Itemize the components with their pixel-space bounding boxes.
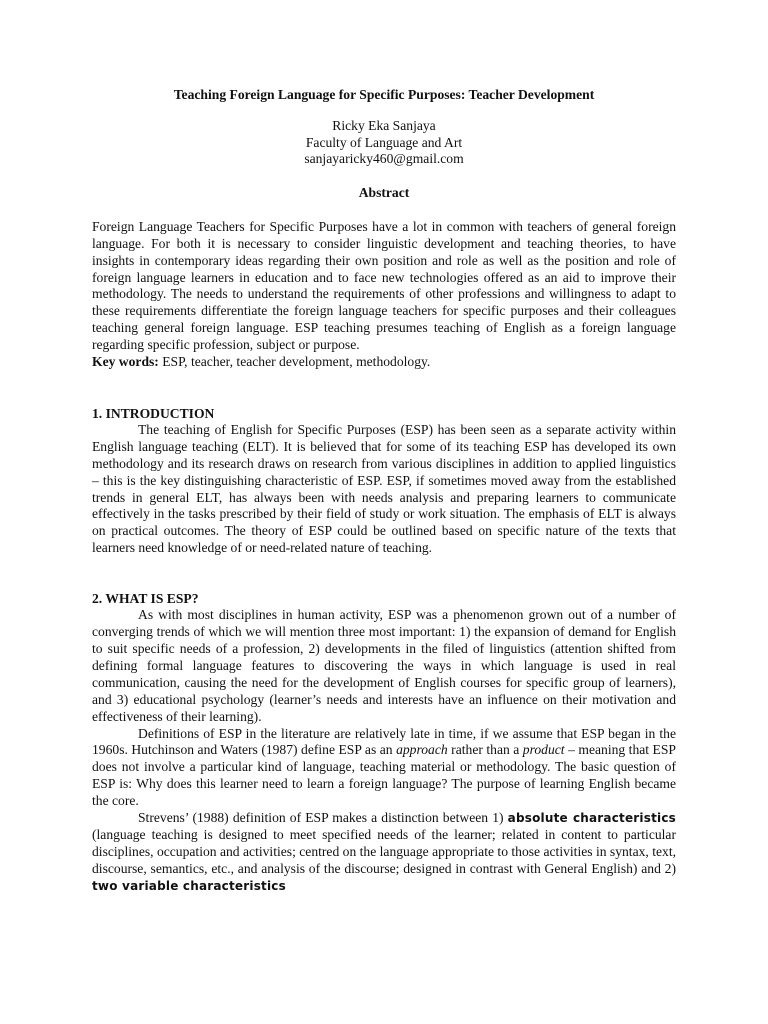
p3-absolute-characteristics: absolute characteristics: [507, 811, 676, 826]
p2-text-b: rather than a: [447, 742, 523, 758]
author-faculty: Faculty of Language and Art: [305, 134, 463, 150]
keywords-value: ESP, teacher, teacher development, methodology.: [158, 354, 431, 370]
text-column: [92, 86, 676, 895]
keywords-label: Key words:: [92, 354, 159, 370]
p2-approach: approach: [396, 742, 448, 758]
author-name: Ricky Eka Sanjaya: [332, 118, 436, 133]
esp-paragraph-1: As with most disciplines in human activity, ESP was a phenomenon grown out of a number of converging trends of which we will mention three most important: 1) the expansion of demand for English to suit specific needs of a profession, 2) developments in the filed of linguistics (attention shifted from defining formal language features to discovering the ways in which language is used in real communication, causing the need for the development of English courses for specific group of learners), and 3) educational psychology (learner’s needs and interests have an influence on their motivation and effectiveness of their learning).: [92, 607, 676, 724]
p3-variable-characteristics: two variable characteristics: [92, 878, 286, 893]
esp-paragraph-3: [92, 810, 676, 895]
paper-title: Teaching Foreign Language for Specific Purposes: Teacher Development: [173, 87, 595, 102]
abstract-text: Foreign Language Teachers for Specific Purposes have a lot in common with teachers of general foreign language. For both it is necessary to consider linguistic development and teaching theories, to have insights in contemporary ideas regarding their own position and role as well as the position and role of foreign language learners in education and to face new technologies offered as an aid to improve their methodology. The needs to understand the requirements of other professions and willingness to adapt to these requirements differentiate the foreign language teachers for specific purposes and their colleagues teaching general foreign language. ESP teaching presumes teaching of English as a foreign language regarding specific profession, subject or purpose.: [92, 218, 676, 353]
esp-paragraph-2: [92, 726, 676, 811]
section-heading-what-is-esp: 2. WHAT IS ESP?: [92, 591, 199, 607]
author-email: sanjayaricky460@gmail.com: [304, 151, 464, 167]
keywords-line: [92, 354, 676, 371]
introduction-paragraph: The teaching of English for Specific Purposes (ESP) has been seen as a separate activity within English language teaching (ELT). It is believed that for some of its teaching ESP has developed its own methodology and its research draws on research from various disciplines in addition to applied linguistics – this is the key distinguishing characteristic of ESP. ESP, if sometimes moved away from the established trends in general ELT, has always been with needs analysis and preparing learners to communicate effectively in the tasks prescribed by their field of study or work situation. The emphasis of ELT is always on practical outcomes. The theory of ESP could be outlined based on specific nature of the texts that learners need knowledge of or need-related nature of teaching.: [92, 421, 676, 556]
p3-text-a: Strevens’ (1988) definition of ESP makes a distinction between 1): [138, 810, 508, 826]
p2-product: product: [522, 742, 565, 758]
p2-text-a: Definitions of ESP in the literature are relatively late in time, if we assume that ESP began in the 1960s. Hutchinson and Waters (1987) define ESP as an: [92, 725, 676, 758]
section-heading-introduction: 1. INTRODUCTION: [92, 405, 215, 421]
abstract-heading: Abstract: [358, 184, 410, 200]
p3-text-b: (language teaching is designed to meet specified needs of the learner; related in content to particular disciplines, occupation and activities; centred on the language appropriate to those activities in syntax, text, discourse, semantics, etc., and analysis of the discourse; designed in contrast with General English) and 2): [92, 826, 676, 876]
p2-text-c: – meaning that ESP does not involve a particular kind of language, teaching material or methodology. The basic question of ESP is: Why does this learner need to learn a foreign language? The purpose of learning English became the core.: [92, 742, 676, 809]
